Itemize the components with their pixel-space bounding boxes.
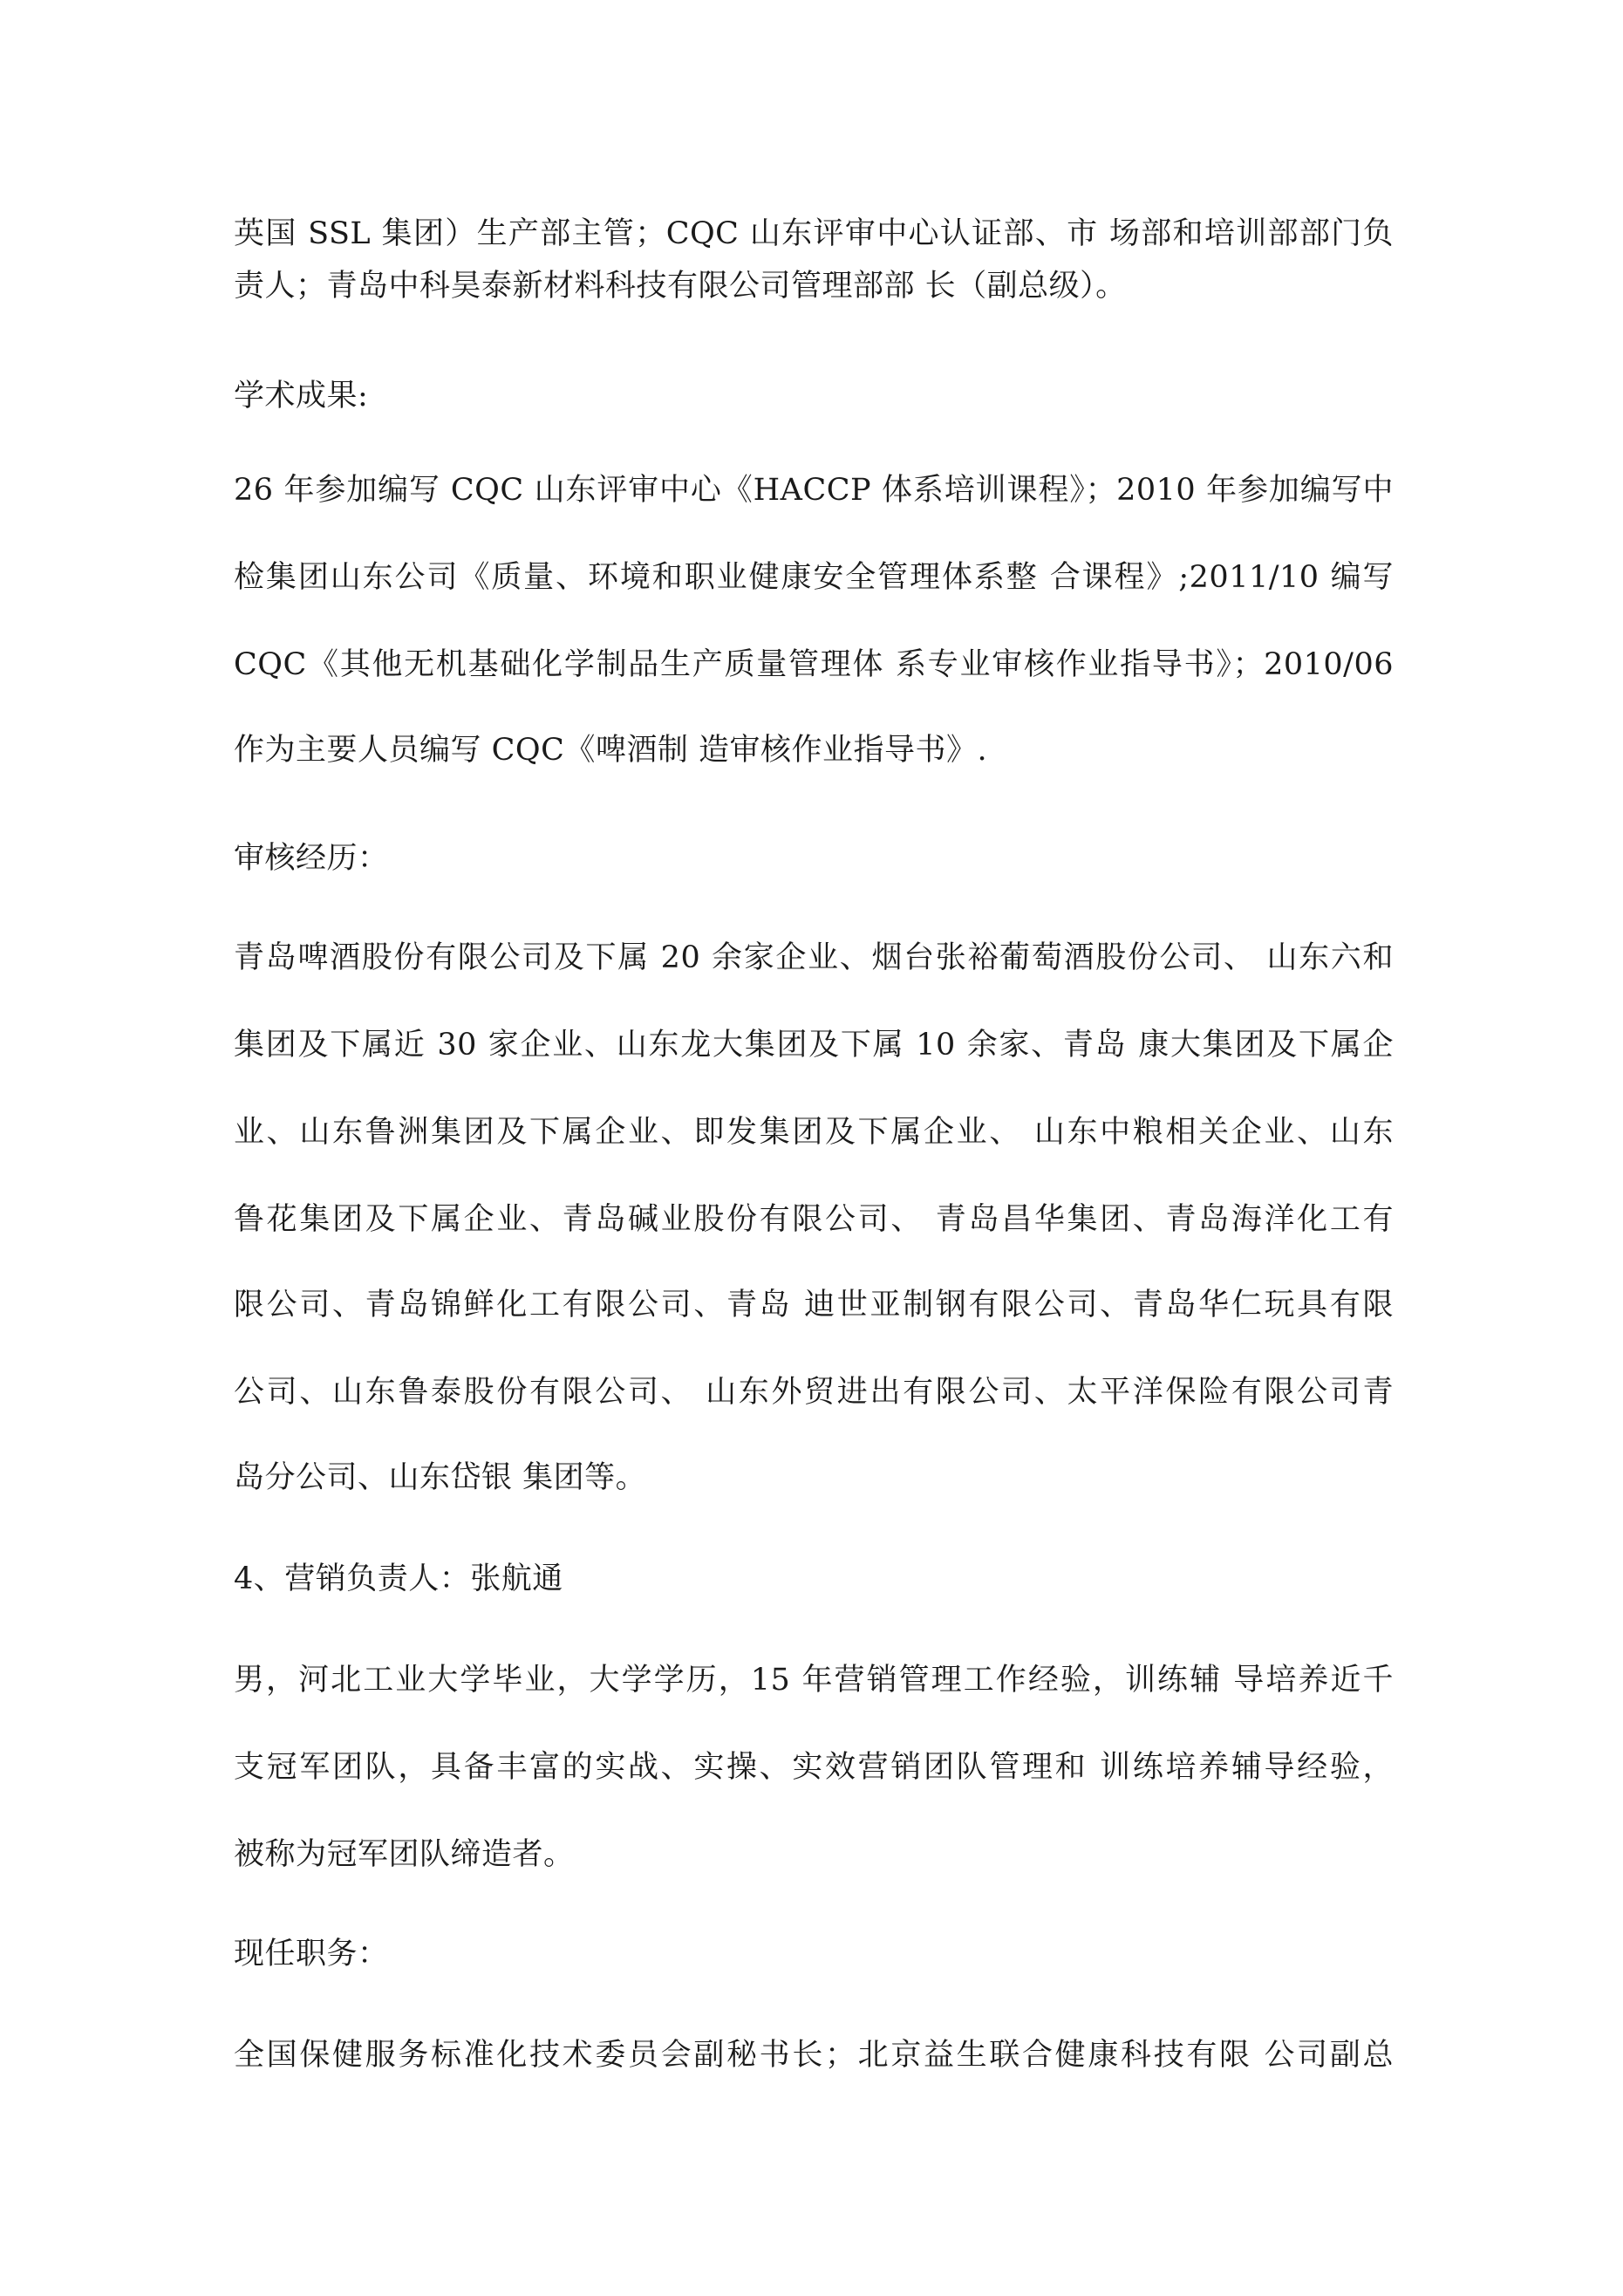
marketing-line-1: 男，河北工业大学毕业，大学学历，15 年营销管理工作经验，训练辅 导培养近千 — [234, 1663, 1394, 1698]
intro-line-1: 英国 SSL 集团）生产部主管；CQC 山东评审中心认证部、市 场部和培训部部门负 — [234, 216, 1394, 251]
marketing-heading: 4、营销负责人：张航通 — [234, 1561, 563, 1596]
position-line-1: 全国保健服务标准化技术委员会副秘书长；北京益生联合健康科技有限 公司副总 — [234, 2038, 1394, 2073]
audit-line-6: 公司、山东鲁泰股份有限公司、 山东外贸进出有限公司、太平洋保险有限公司青 — [234, 1375, 1394, 1410]
academic-line-1: 26 年参加编写 CQC 山东评审中心《HACCP 体系培训课程》；2010 年参加编写中 — [234, 473, 1394, 508]
academic-line-2: 检集团山东公司《质量、环境和职业健康安全管理体系整 合课程》;2011/10 编写 — [234, 560, 1394, 595]
audit-line-5: 限公司、青岛锦鲜化工有限公司、青岛 迪世亚制钢有限公司、青岛华仁玩具有限 — [234, 1288, 1394, 1322]
marketing-line-2: 支冠军团队，具备丰富的实战、实操、实效营销团队管理和 训练培养辅导经验， — [234, 1750, 1394, 1785]
audit-line-2: 集团及下属近 30 家企业、山东龙大集团及下属 10 余家、青岛 康大集团及下属企 — [234, 1028, 1394, 1063]
audit-heading: 审核经历： — [234, 841, 389, 876]
audit-line-3: 业、山东鲁洲集团及下属企业、即发集团及下属企业、 山东中粮相关企业、山东 — [234, 1115, 1394, 1150]
academic-line-4: 作为主要人员编写 CQC《啤酒制 造审核作业指导书》. — [234, 733, 988, 768]
marketing-line-3: 被称为冠军团队缔造者。 — [234, 1837, 575, 1872]
position-heading: 现任职务： — [234, 1937, 389, 1971]
academic-heading: 学术成果: — [234, 379, 369, 413]
audit-line-7: 岛分公司、山东岱银 集团等。 — [234, 1460, 647, 1495]
academic-line-3: CQC《其他无机基础化学制品生产质量管理体 系专业审核作业指导书》；2010/06 — [234, 647, 1394, 682]
audit-line-1: 青岛啤酒股份有限公司及下属 20 余家企业、烟台张裕葡萄酒股份公司、 山东六和 — [234, 940, 1394, 975]
audit-line-4: 鲁花集团及下属企业、青岛碱业股份有限公司、 青岛昌华集团、青岛海洋化工有 — [234, 1202, 1394, 1237]
intro-line-2: 责人；青岛中科昊泰新材料科技有限公司管理部部 长（副总级）。 — [234, 269, 1127, 304]
